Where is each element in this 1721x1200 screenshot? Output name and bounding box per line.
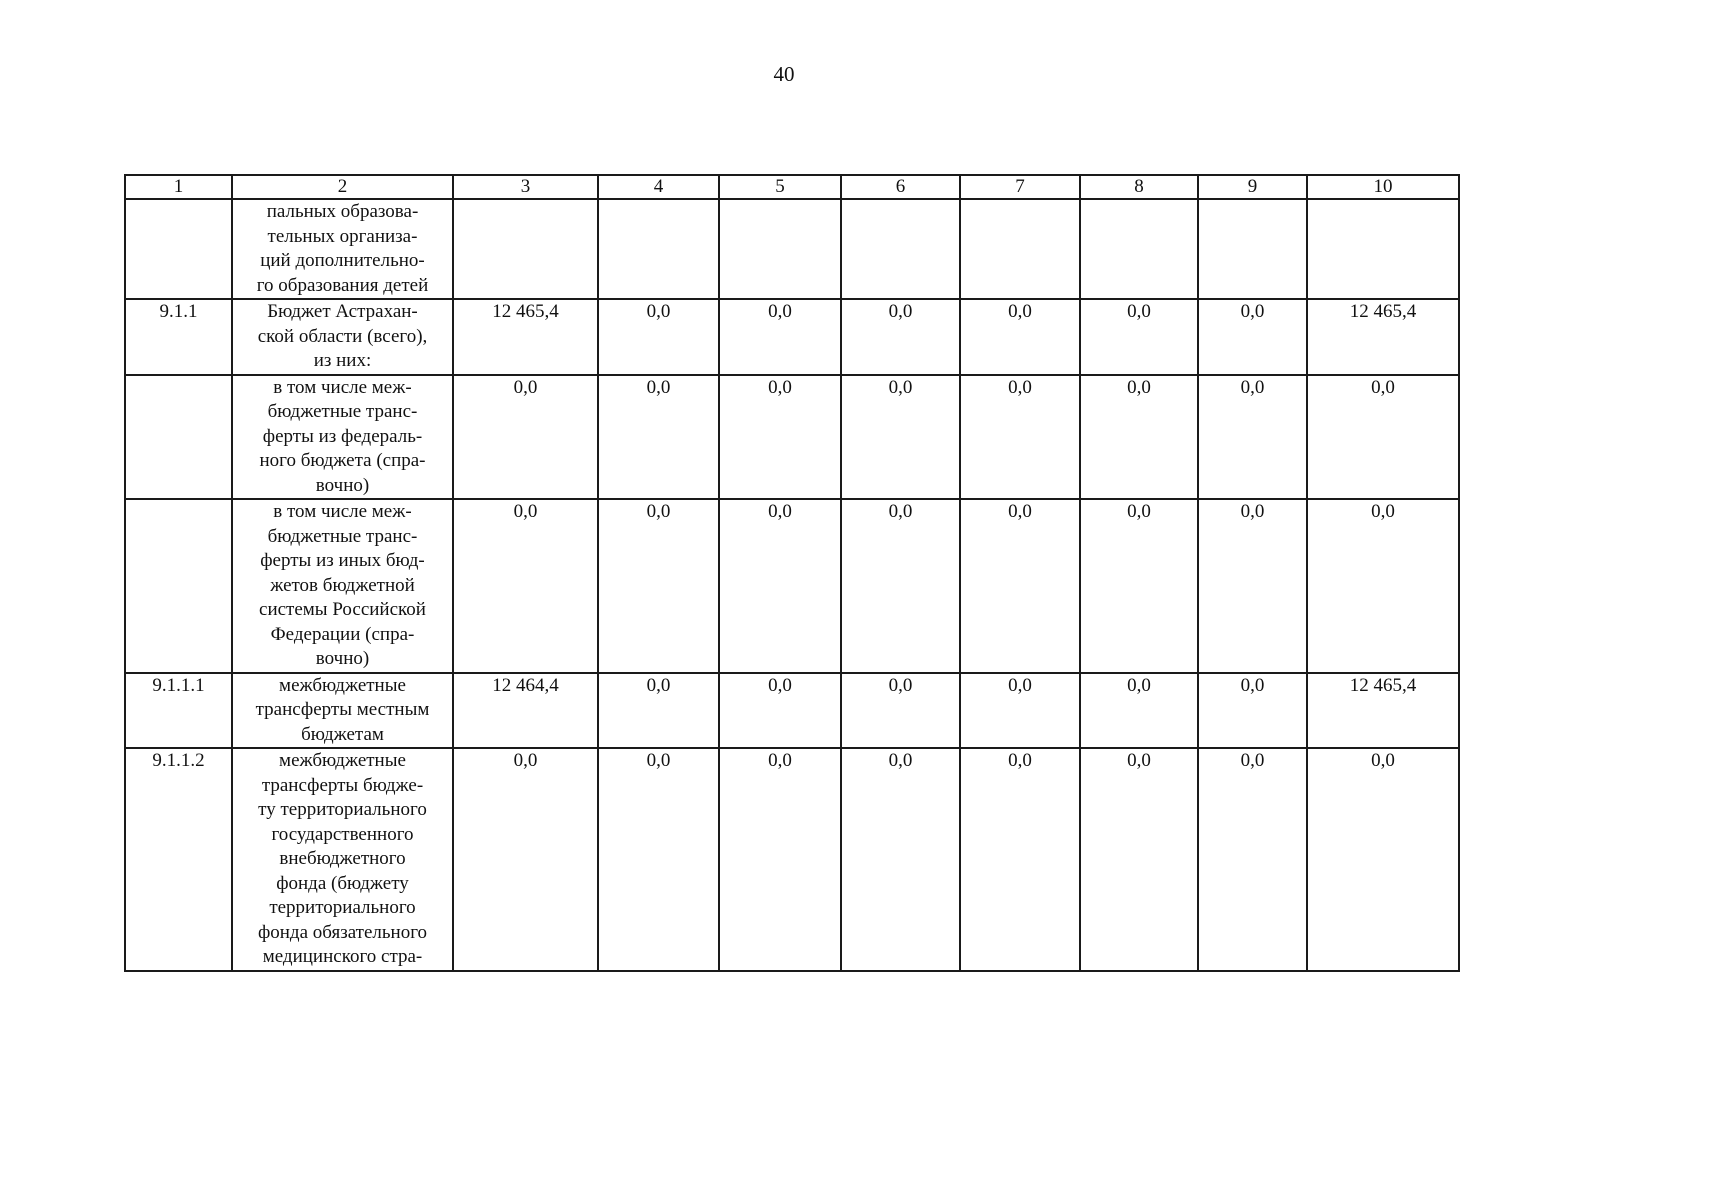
header-cell: 8 xyxy=(1080,175,1198,199)
header-cell: 6 xyxy=(841,175,960,199)
value-cell xyxy=(841,199,960,299)
value-cell: 0,0 xyxy=(1080,499,1198,673)
value-cell xyxy=(960,199,1080,299)
value-cell: 0,0 xyxy=(1080,299,1198,375)
budget-table xyxy=(124,174,1460,972)
value-cell xyxy=(1198,199,1307,299)
value-cell: 0,0 xyxy=(960,299,1080,375)
value-cell: 12 465,4 xyxy=(453,299,598,375)
value-cell: 0,0 xyxy=(1198,748,1307,971)
value-cell: 0,0 xyxy=(453,748,598,971)
value-cell: 0,0 xyxy=(1307,375,1459,500)
row-code xyxy=(125,199,232,299)
row-code: 9.1.1.1 xyxy=(125,673,232,749)
value-cell: 0,0 xyxy=(1198,375,1307,500)
header-cell: 1 xyxy=(125,175,232,199)
value-cell: 0,0 xyxy=(598,299,719,375)
value-cell: 0,0 xyxy=(1080,375,1198,500)
row-code xyxy=(125,499,232,673)
value-cell: 0,0 xyxy=(841,299,960,375)
value-cell: 0,0 xyxy=(1198,299,1307,375)
value-cell: 0,0 xyxy=(960,375,1080,500)
value-cell: 0,0 xyxy=(453,499,598,673)
page-number: 40 xyxy=(773,62,795,86)
table-row xyxy=(125,375,1459,500)
header-cell: 10 xyxy=(1307,175,1459,199)
value-cell: 0,0 xyxy=(719,299,841,375)
value-cell xyxy=(719,199,841,299)
value-cell: 0,0 xyxy=(719,375,841,500)
header-cell: 4 xyxy=(598,175,719,199)
value-cell: 0,0 xyxy=(1198,673,1307,749)
value-cell: 0,0 xyxy=(1080,748,1198,971)
value-cell xyxy=(598,199,719,299)
value-cell: 0,0 xyxy=(841,673,960,749)
value-cell: 0,0 xyxy=(598,375,719,500)
header-cell: 5 xyxy=(719,175,841,199)
value-cell: 0,0 xyxy=(453,375,598,500)
value-cell: 12 465,4 xyxy=(1307,299,1459,375)
value-cell xyxy=(1080,199,1198,299)
value-cell: 0,0 xyxy=(719,499,841,673)
row-code xyxy=(125,375,232,500)
value-cell: 12 465,4 xyxy=(1307,673,1459,749)
row-name: Бюджет Астрахан- ской области (всего), из них: xyxy=(232,299,453,375)
table-row xyxy=(125,673,1459,749)
header-cell: 2 xyxy=(232,175,453,199)
row-name: пальных образова- тельных организа- ций дополнительно- го образования детей xyxy=(232,199,453,299)
table-row xyxy=(125,499,1459,673)
table-header-row xyxy=(125,175,1459,199)
value-cell: 0,0 xyxy=(1080,673,1198,749)
header-cell: 7 xyxy=(960,175,1080,199)
value-cell: 0,0 xyxy=(598,499,719,673)
value-cell: 0,0 xyxy=(719,748,841,971)
row-name: межбюджетные трансферты местным бюджетам xyxy=(232,673,453,749)
value-cell: 0,0 xyxy=(841,499,960,673)
header-cell: 9 xyxy=(1198,175,1307,199)
header-cell: 3 xyxy=(453,175,598,199)
value-cell: 0,0 xyxy=(598,673,719,749)
row-name: межбюджетные трансферты бюдже- ту территориального государственного внебюджетного фонда (бюджету территориального фонда обязательного медицинского стра- xyxy=(232,748,453,971)
table-row xyxy=(125,199,1459,299)
row-name: в том числе меж- бюджетные транс- ферты из федераль- ного бюджета (спра- вочно) xyxy=(232,375,453,500)
row-code: 9.1.1 xyxy=(125,299,232,375)
value-cell: 0,0 xyxy=(841,748,960,971)
value-cell: 12 464,4 xyxy=(453,673,598,749)
table-row xyxy=(125,748,1459,971)
value-cell: 0,0 xyxy=(960,499,1080,673)
row-code: 9.1.1.2 xyxy=(125,748,232,971)
value-cell: 0,0 xyxy=(719,673,841,749)
row-name: в том числе меж- бюджетные транс- ферты из иных бюд- жетов бюджетной системы Российской Федерации (спра- вочно) xyxy=(232,499,453,673)
value-cell: 0,0 xyxy=(960,748,1080,971)
value-cell: 0,0 xyxy=(1307,748,1459,971)
value-cell: 0,0 xyxy=(1307,499,1459,673)
value-cell xyxy=(1307,199,1459,299)
value-cell: 0,0 xyxy=(1198,499,1307,673)
value-cell xyxy=(453,199,598,299)
value-cell: 0,0 xyxy=(841,375,960,500)
table-row xyxy=(125,299,1459,375)
value-cell: 0,0 xyxy=(960,673,1080,749)
value-cell: 0,0 xyxy=(598,748,719,971)
